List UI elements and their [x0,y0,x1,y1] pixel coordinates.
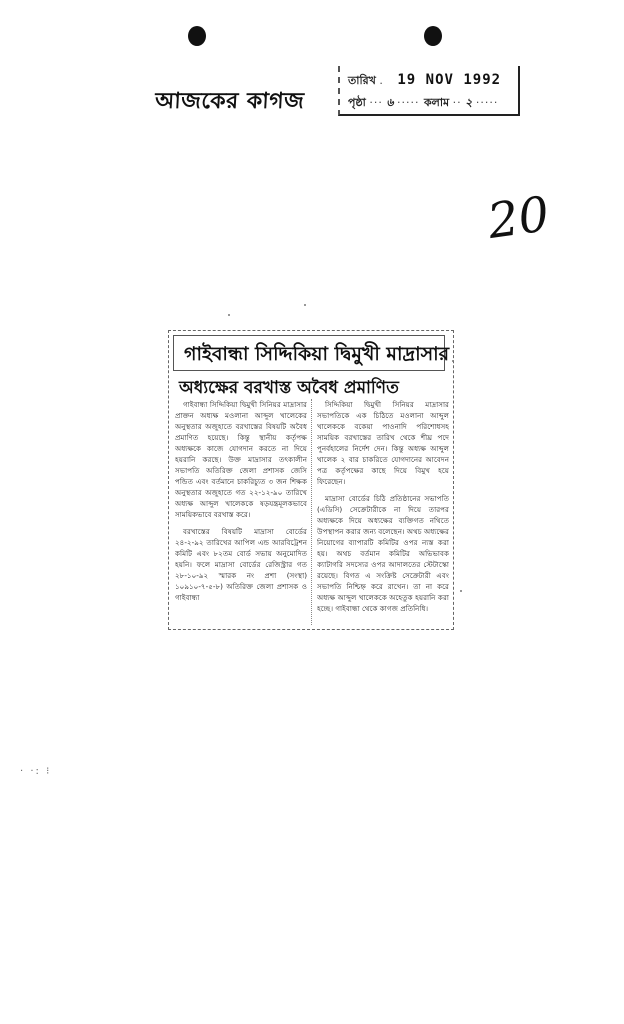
headline-box [173,335,450,371]
scan-speck [460,590,462,592]
column-divider [311,399,312,625]
article-paragraph: সিদ্দিকিয়া দ্বিমুখী সিনিয়র মাদ্রাসার সভাপতিকে এক চিঠিতে মওলানা আব্দুল খালেককে বকেয়া পাওনাদি পরিশোধসহ সাময়িক বরখাস্তের তারিখ থেকে শীঘ্র পদে পুনর্বহালের নির্দেশ দেন। কিন্তু অধ্যক্ষ আব্দুল খালেক ২ বার চাকরিতে যোগদানের আবেদন পত্র কর্তৃপক্ষের কাছে দিয়ে বিমুখ হয়ে ফিরেছেন। [317,400,449,486]
stamp-date-label: তারিখ [348,74,376,87]
margin-scan-artifact: · ·: ⁝ [20,766,52,777]
newspaper-masthead: আজকের কাগজ [154,89,305,114]
stamp-page-row: পৃষ্ঠা ··· ৬ ····· কলাম ·· ২ ····· [348,96,499,109]
stamp-page-label: পৃষ্ঠা [348,96,366,109]
stamp-column-label: কলাম [423,96,450,109]
article-column-right [317,399,449,625]
stamp-date-value: 19 NOV 1992 [397,72,502,88]
scan-speck [304,304,306,306]
stamp-column-value: ২ [465,96,473,109]
punch-hole-right [424,26,442,46]
article-subheadline: অধ্যক্ষের বরখাস্ত অবৈধ প্রমাণিত [179,378,399,398]
newspaper-clipping [168,330,454,630]
stamp-page-value: ৬ [386,96,394,109]
stamp-date-row: তারিখ . 19 NOV 1992 [348,72,502,88]
handwritten-folio-number: 20 [484,186,553,250]
punch-hole-left [188,26,206,46]
article-headline: গাইবান্ধা সিদ্দিকিয়া দ্বিমুখী মাদ্রাসার [184,343,450,365]
scan-speck [228,314,230,316]
article-paragraph: গাইবান্ধা সিদ্দিকিয়া দ্বিমুখী সিনিয়র মাদ্রাসার প্রাক্তন অধ্যক্ষ মওলানা আব্দুল খালেকের অনুস্থতার অজুহাতে বরখাস্তের বিষয়টি অবৈধ প্রমাণিত হয়েছে। কিন্তু স্থানীয় কর্তৃপক্ষ অধ্যক্ষকে কাজে যোগদান করতে না দিয়ে হয়রানি করছে। উক্ত মাদ্রাসার তৎকালীন সভাপতি অতিরিক্ত জেলা প্রশাসক জেসি পন্ডিত এবং বর্তমানে চাকরিচ্যুত ৩ জন শিক্ষক অনুস্থতার অজুহাতে গত ২২-১২-৯০ তারিখে অধ্যক্ষ আব্দুল খালেককে ষড়যন্ত্রমূলকভাবে সাময়িকভাবে বরখাস্ত করে। [175,400,307,519]
archive-date-stamp [338,66,520,116]
article-column-left [175,399,307,625]
scan-speck [452,360,454,362]
article-paragraph: মাদ্রাসা বোর্ডের চিঠি প্রতিষ্ঠানের সভাপতি (এডিসি) সেক্রেটারীকে না দিয়ে তারপর অধ্যক্ষকে দিয়ে অধ্যক্ষের ব্যক্তিগত নথিতে উপস্থাপন করার জন্য বলেছেন। অথচ অধ্যক্ষের নিয়োগের ব্যাপারটি কমিটির ওপর ন্যস্ত করা হয়। অথচ বর্তমান কমিটির অভিভাবক ক্যাটাগরি সদস্যের ওপর আদালতের স্টেটাস্কো রয়েছে। বিগত এ সংক্রিষ্ট সেক্রেটারী এবং সভাপতি নিশ্চিহ্ন করে রাখেন। তা না করে অধ্যক্ষ আব্দুল খালেককে অহেতুক হয়রানি করা হচ্ছে। গাইবান্ধা থেকে কাগজ প্রতিনিধি। [317,494,449,613]
article-paragraph: বরখাস্তের বিষয়টি মাদ্রাসা বোর্ডের ২৪-২-৯২ তারিখের আপিল এন্ড আরবিট্রেশন কমিটি এবং ৮২তম বোর্ড সভায় অনুমোদিত হয়নি। ফলে মাদ্রাসা বোর্ডের রেজিস্ট্রার গত ২৮-১০-৯২ স্মারক নং প্রশা (সংস্থা) ১০৯১০-৭-৫-৮) অতিরিক্ত জেলা প্রশাসক ও গাইবান্ধা [175,527,307,602]
